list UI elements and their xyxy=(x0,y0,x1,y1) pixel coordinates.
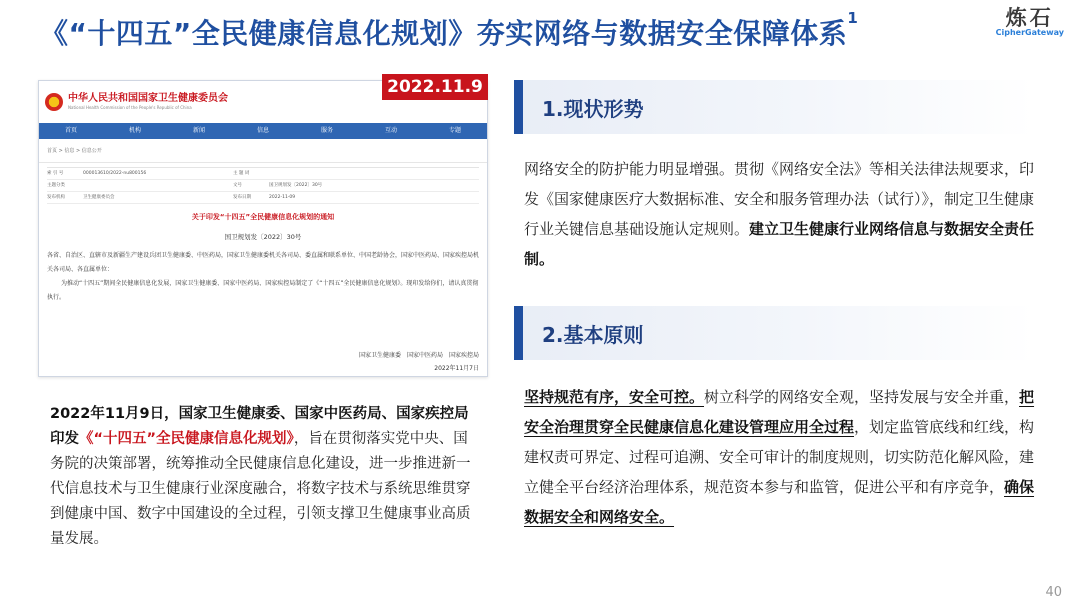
meta-value: 卫生健康委员会 xyxy=(83,195,115,200)
doc-nav-item: 专题 xyxy=(448,127,461,134)
section-accent-bar xyxy=(514,306,523,360)
section-body: 网络安全的防护能力明显增强。贯彻《网络安全法》等相关法律法规要求，印发《国家健康医疗大数据标准、安全和服务管理办法（试行）》，制定卫生健康行业关键信息基础设施认定规则。 xyxy=(524,160,1035,238)
page-number: 40 xyxy=(1045,585,1062,600)
section-accent-bar xyxy=(514,80,523,134)
doc-body xyxy=(39,241,487,305)
meta-value: 000013610/2022-nu800156 xyxy=(83,171,147,176)
logo-en: CipherGateway xyxy=(995,28,1064,37)
principle-emphasis: 坚持规范有序，安全可控。 xyxy=(524,388,705,406)
document-screenshot xyxy=(38,80,488,377)
summary-lead: 2022年11月9日，国家卫生健康委、国家中医药局、国家疾控局印发 xyxy=(50,406,469,447)
date-badge: 2022.11.9 xyxy=(382,74,488,100)
section-title: 2.基本原则 xyxy=(542,323,644,347)
doc-breadcrumb xyxy=(39,139,487,163)
meta-value: 国卫规划发〔2022〕30号 xyxy=(269,183,323,188)
section-header-status xyxy=(514,80,1034,134)
meta-row xyxy=(47,192,479,204)
brand-logo xyxy=(996,6,1064,37)
section-principles-text xyxy=(524,382,1044,532)
meta-value: 2022-11-09 xyxy=(269,195,296,200)
section-header-principles xyxy=(514,306,1034,360)
doc-sign-date: 2022年11月7日 xyxy=(434,365,479,372)
doc-number: 国卫规划发〔2022〕30号 xyxy=(224,233,302,241)
section-emphasis: 建立卫生健康行业网络信息与数据安全责任制。 xyxy=(524,220,1035,268)
doc-meta-table xyxy=(47,167,479,204)
logo-cn: 炼石 xyxy=(1005,6,1054,30)
doc-nav-item: 信息 xyxy=(256,127,269,134)
principle-text: ，划定监管底线和红线，构建权责可界定、过程可追溯、安全可审计的制度规则，切实防范化解风险，建立健全平台经济治理体系，规范资本参与和监管，促进公平和有序竞争， xyxy=(524,418,1035,496)
doc-nav-item: 新闻 xyxy=(192,127,205,134)
summary-paragraph xyxy=(50,402,480,552)
section-title: 1.现状形势 xyxy=(542,97,644,121)
doc-signature xyxy=(359,349,479,375)
meta-key: 发布日期 xyxy=(233,195,251,200)
doc-signers: 国家卫生健康委 国家中医药局 国家疾控局 xyxy=(358,352,479,359)
page-title-text: 《“十四五”全民健康信息化规划》夯实网络与数据安全保障体系 xyxy=(40,17,848,50)
doc-body-paragraph: 各省、自治区、直辖市及新疆生产建设兵团卫生健康委、中医药局，国家卫生健康委机关各司局、委直属和联系单位、中国老龄协会，国家中医药局、国家疾控局机关各司局、各直属单位： xyxy=(47,252,480,273)
meta-key: 索 引 号 xyxy=(47,171,64,176)
principle-text: 树立科学的网络安全观，坚持发展与安全并重， xyxy=(704,388,1020,406)
doc-org-cn: 中华人民共和国国家卫生健康委员会 xyxy=(68,93,228,104)
meta-key: 主题分类 xyxy=(47,183,65,188)
principle-emphasis: 把安全治理贯穿全民健康信息化建设管理应用全过程 xyxy=(524,388,1035,436)
doc-nav xyxy=(39,123,487,139)
summary-rest: ，旨在贯彻落实党中央、国务院的决策部署，统筹推动全民健康信息化建设，进一步推进新一代信息技术与卫生健康行业深度融合，将数字技术与系统思维贯穿到健康中国、数字中国建设的全过程，引领支撑卫生健康事业高质量发展。 xyxy=(50,431,471,547)
summary-plan-name: 《“十四五”全民健康信息化规划》 xyxy=(79,431,294,447)
meta-key: 发布机构 xyxy=(47,195,65,200)
doc-nav-item: 机构 xyxy=(128,127,141,134)
meta-row xyxy=(47,168,479,180)
meta-value xyxy=(83,180,233,191)
section-status-text xyxy=(524,154,1044,274)
meta-key: 主 题 词 xyxy=(233,171,250,176)
doc-heading[interactable]: 关于印发“十四五”全民健康信息化规划的通知 xyxy=(191,213,335,221)
page-title xyxy=(40,8,859,52)
meta-row xyxy=(47,180,479,192)
doc-org-en: National Health Commission of the People's Republic of China xyxy=(68,105,192,110)
doc-nav-item: 互动 xyxy=(384,127,397,134)
doc-nav-item: 服务 xyxy=(320,127,333,134)
meta-key: 文号 xyxy=(233,183,242,188)
principle-emphasis: 确保数据安全和网络安全。 xyxy=(524,478,1035,526)
doc-body-paragraph: 为推动“十四五”期间全民健康信息化发展，国家卫生健康委、国家中医药局、国家疾控局制定了《“十四五”全民健康信息化规划》。现印发给你们，请认真贯彻执行。 xyxy=(47,280,479,301)
national-emblem-icon xyxy=(45,93,63,111)
title-footnote: 1 xyxy=(847,8,859,27)
breadcrumb-text: 首页 > 信息 > 信息公开 xyxy=(47,148,102,154)
doc-nav-item: 首页 xyxy=(64,127,77,134)
